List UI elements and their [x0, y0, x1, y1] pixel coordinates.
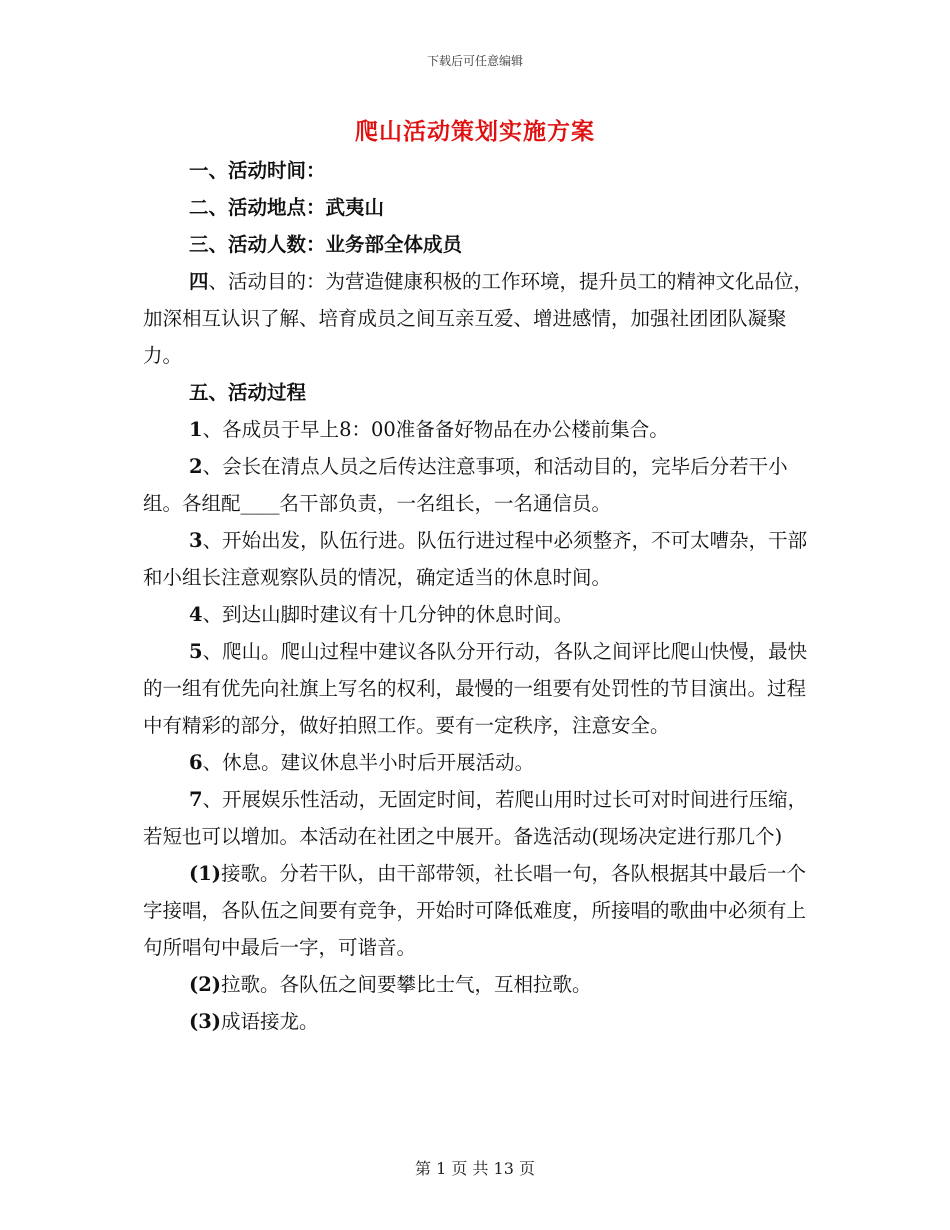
step-number: 7 [189, 788, 203, 811]
step-6 [143, 744, 815, 781]
document-title: 爬山活动策划实施方案 [355, 118, 595, 145]
section-purpose-heading: 四 [189, 270, 209, 293]
activity-3 [143, 1003, 815, 1040]
step-text: 、到达山脚时建议有十几分钟的休息时间。 [202, 603, 574, 626]
section-purpose-text: 、活动目的：为营造健康积极的工作环境，提升员工的精神文化品位，加深相互认识了解、培育成员之间互亲互爱、增进感情，加强社团团队凝聚力。 [143, 270, 814, 367]
step-number: 2 [189, 455, 203, 478]
activity-text: 拉歌。各队伍之间要攀比士气，互相拉歌。 [221, 973, 592, 996]
step-2 [143, 448, 815, 522]
step-1 [143, 411, 815, 448]
step-text: 、休息。建议休息半小时后开展活动。 [202, 751, 535, 774]
step-5 [143, 633, 815, 744]
activity-number: (3) [189, 1010, 222, 1033]
step-number: 4 [189, 603, 203, 626]
activity-text: 接歌。分若干队，由干部带领，社长唱一句，各队根据其中最后一个字接唱，各队伍之间要有竞争，开始时可降低难度，所接唱的歌曲中必须有上句所唱句中最后一字，可谐音。 [143, 862, 807, 959]
step-text: 、各成员于早上8：00准备备好物品在办公楼前集合。 [202, 418, 669, 441]
section-process: 五、活动过程 [189, 381, 307, 404]
page-footer: 第 1 页 共 13 页 [415, 1159, 535, 1178]
document-body [143, 152, 815, 1040]
step-4 [143, 596, 815, 633]
step-7 [143, 781, 815, 855]
step-text: 、会长在清点人员之后传达注意事项，和活动目的，完毕后分若干小组。各组配____名干部负责，一名组长，一名通信员。 [143, 455, 788, 515]
activity-2 [143, 966, 815, 1003]
activity-number: (2) [189, 973, 222, 996]
step-text: 、爬山。爬山过程中建议各队分开行动，各队之间评比爬山快慢，最快的一组有优先向社旗上写名的权利，最慢的一组要有处罚性的节目演出。过程中有精彩的部分，做好拍照工作。要有一定秩序，注意安全。 [143, 640, 808, 737]
step-number: 6 [189, 751, 203, 774]
step-number: 3 [189, 529, 203, 552]
step-text: 、开始出发，队伍行进。队伍行进过程中必须整齐，不可太嘈杂，干部和小组长注意观察队员的情况，确定适当的休息时间。 [143, 529, 808, 589]
activity-text: 成语接龙。 [221, 1010, 319, 1033]
activity-1 [143, 855, 815, 966]
section-participants: 三、活动人数：业务部全体成员 [189, 233, 463, 256]
step-3 [143, 522, 815, 596]
step-number: 5 [189, 640, 203, 663]
activity-number: (1) [189, 862, 222, 885]
header-note: 下载后可任意编辑 [426, 54, 523, 68]
step-text: 、开展娱乐性活动，无固定时间，若爬山用时过长可对时间进行压缩，若短也可以增加。本活动在社团之中展开。备选活动(现场决定进行那几个) [143, 788, 808, 848]
section-time: 一、活动时间： [189, 159, 326, 182]
step-number: 1 [189, 418, 203, 441]
section-location: 二、活动地点：武夷山 [189, 196, 385, 219]
section-purpose [143, 263, 815, 374]
